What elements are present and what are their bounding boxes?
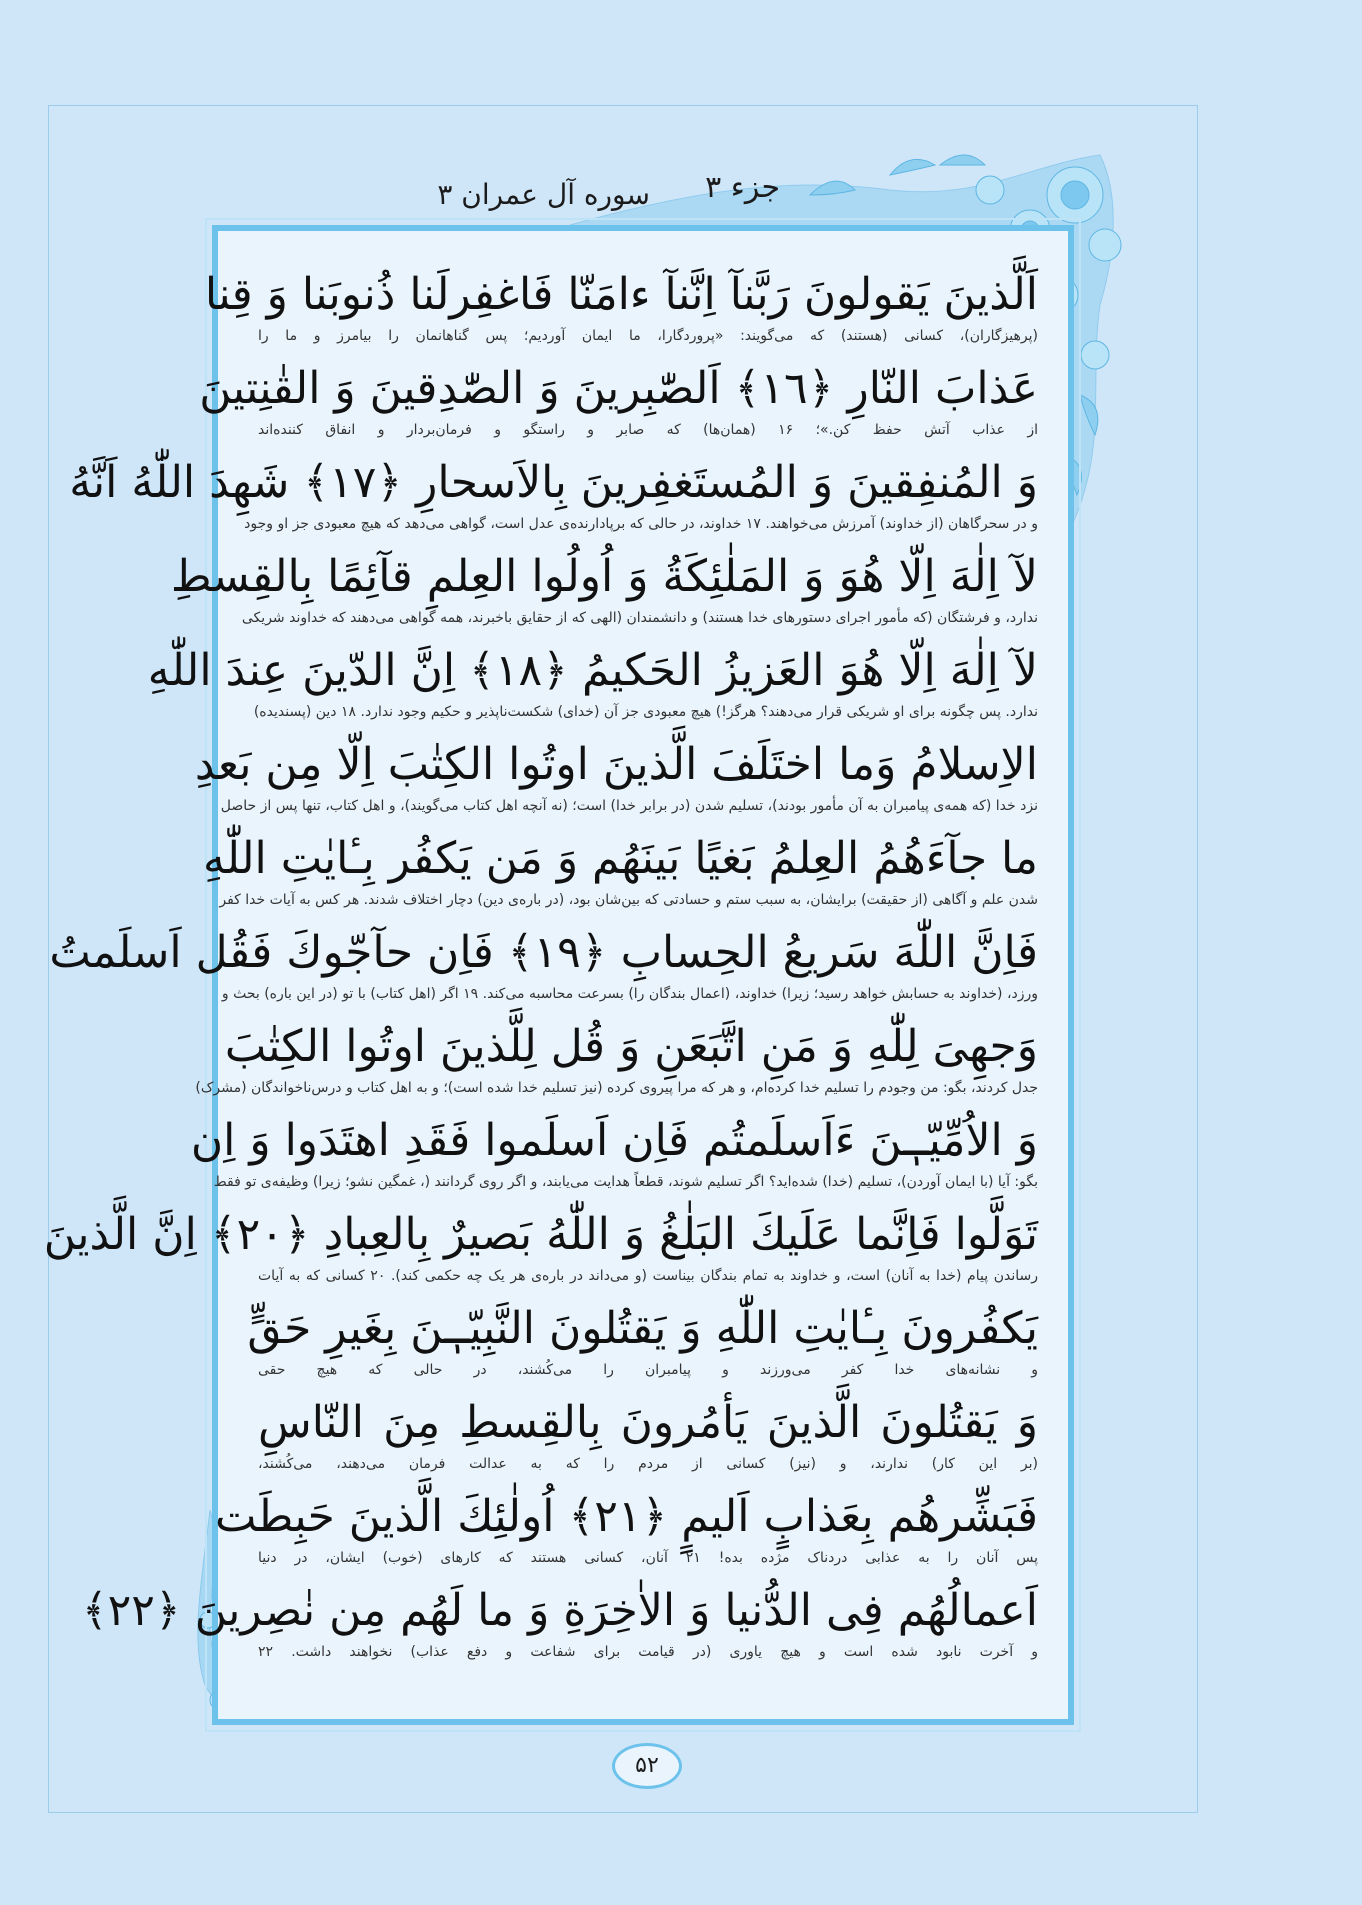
translation-text: پس آنان را به عذابی دردناک مژده بده! ۲۱ آنان، کسانی هستند که کارهای (خوب) ایشان، در دنیا xyxy=(258,1550,1038,1566)
arabic-text: وَ المُنفِقينَ وَ المُستَغفِرينَ بِالاَسحارِ ﴿١٧﴾ شَهِدَ اللّٰهُ اَنَّهُ xyxy=(69,457,1038,508)
arabic-text: وَ يَقتُلونَ الَّذينَ يَأمُرونَ بِالقِسطِ مِنَ النّاسِ xyxy=(258,1397,1038,1448)
verse-line xyxy=(202,829,1038,923)
arabic-text: ما جآءَهُمُ العِلمُ بَغيًا بَينَهُم وَ مَن يَكفُر بِـٔايٰتِ اللّٰهِ xyxy=(202,833,1038,884)
translation-text: نزد خدا (که همه‌ی پیامبران به آن مأمور بودند)، تسلیم شدن (در برابر خدا) است؛ (نه آنچه اهل کتاب می‌گویند)، و اهل کتاب، تنها پس از حاصل xyxy=(220,798,1038,814)
translation-text: رساندن پیام (خدا به آنان) است، و خداوند به تمام بندگان بیناست (و می‌داند در باره‌ی هر یک چه حکمی کند). ۲۰ کسانی که به آیات xyxy=(258,1268,1038,1284)
juz-label: جزء ۳ xyxy=(705,170,780,205)
translation-text: (پرهیزگاران)، کسانی (هستند) که می‌گویند: «پروردگارا، ما ایمان آوردیم؛ پس گناهانمان را بیامرز و ما را xyxy=(258,328,1038,344)
verse-line xyxy=(199,359,1039,453)
arabic-text: اَلَّذينَ يَقولونَ رَبَّنآ اِنَّنآ ءامَنّا فَاغفِرلَنا ذُنوبَنا وَ قِنا xyxy=(204,269,1038,320)
surah-label: سوره آل عمران ۳ xyxy=(437,178,650,211)
arabic-text: الاِسلامُ وَما اختَلَفَ الَّذينَ اوتُوا الكِتٰبَ اِلّا مِن بَعدِ xyxy=(194,739,1038,790)
verse-line xyxy=(147,641,1038,735)
arabic-text: عَذابَ النّارِ ﴿١٦﴾ اَلصّٰبِرينَ وَ الصّٰدِقينَ وَ القٰنِتينَ xyxy=(199,363,1038,414)
translation-text: جدل کردند، بگو: من وجودم را تسلیم خدا کرده‌ام، و هر که مرا پیروی کرده (نیز تسلیم خدا شده است)؛ و به اهل کتاب و درس‌ناخواندگان (مشرک) xyxy=(195,1080,1038,1096)
arabic-text: وَ الاُمِّيّـٖنَ ءَاَسلَمتُم فَاِن اَسلَموا فَقَدِ اهتَدَوا وَ اِن xyxy=(190,1115,1038,1166)
translation-text: و در سحرگاهان (از خداوند) آمرزش می‌خواهند. ۱۷ خداوند، در حالی که برپادارنده‌ی عدل است، گواهی می‌دهد که هیچ معبودی جز او وجود xyxy=(244,516,1038,532)
verse-line xyxy=(195,1017,1038,1111)
verse-line xyxy=(190,1111,1038,1205)
translation-text: و نشانه‌های خدا کفر می‌ورزند و پیامبران را می‌کُشند، در حالی که هیچ حقی xyxy=(258,1362,1038,1378)
verse-line xyxy=(215,1487,1038,1581)
arabic-text: فَاِنَّ اللّٰهَ سَريعُ الحِسابِ ﴿١٩﴾ فَاِن حآجّوكَ فَقُل اَسلَمتُ xyxy=(49,927,1038,978)
arabic-text: اَعمالُهُم فِى الدُّنيا وَ الاٰخِرَةِ وَ ما لَهُم مِن نٰصِرينَ ﴿٢٢﴾ xyxy=(81,1585,1038,1636)
arabic-text: وَجهِىَ لِلّٰهِ وَ مَنِ اتَّبَعَنِ وَ قُل لِلَّذينَ اوتُوا الكِتٰبَ xyxy=(224,1021,1038,1072)
arabic-text: يَكفُرونَ بِـٔايٰتِ اللّٰهِ وَ يَقتُلونَ النَّبِيّـٖنَ بِغَيرِ حَقٍّ xyxy=(247,1303,1038,1354)
verse-line xyxy=(204,265,1038,359)
translation-text: ورزد، (خداوند به حسابش خواهد رسید؛ زیرا) خداوند، (اعمال بندگان را) بسرعت محاسبه می‌کند. ۱۹ اگر (اهل کتاب) با تو (در این باره) بحث و xyxy=(221,986,1038,1002)
arabic-text: فَبَشِّرهُم بِعَذابٍ اَليمٍ ﴿٢١﴾ اُولٰئِكَ الَّذينَ حَبِطَت xyxy=(215,1491,1038,1542)
verse-line xyxy=(81,1581,1038,1675)
page-header xyxy=(300,160,820,220)
verse-list xyxy=(43,265,1039,1675)
verse-line xyxy=(49,923,1038,1017)
translation-text: بگو: آیا (با ایمان آوردن)، تسلیم (خدا) شده‌اید؟ اگر تسلیم شوند، قطعاً هدایت می‌یابند، و اگر روی گردانند (، غمگین نشو؛ زیرا) وظیفه‌ی تو فقط xyxy=(213,1174,1038,1190)
arabic-text: لآ اِلٰهَ اِلّا هُوَ وَ المَلٰئِكَةُ وَ اُولُوا العِلمِ قآئِمًا بِالقِسطِ xyxy=(170,551,1038,602)
arabic-text: تَوَلَّوا فَاِنَّما عَلَيكَ البَلٰغُ وَ اللّٰهُ بَصيرٌ بِالعِبادِ ﴿٢٠﴾ اِنَّ الَّذينَ xyxy=(43,1209,1038,1260)
translation-text: و آخرت نابود شده است و هیچ یاوری (در قیامت برای شفاعت و دفع عذاب) نخواهند داشت. ۲۲ xyxy=(258,1644,1038,1660)
verse-line xyxy=(194,735,1038,829)
translation-text: ندارد. پس چگونه برای او شریکی قرار می‌دهند؟ هرگز!) هیچ معبودی جز آن (خدای) شکست‌ناپذیر و حکیم وجود ندارد. ۱۸ دین (پسندیده) xyxy=(253,704,1038,720)
verse-line xyxy=(43,1205,1038,1299)
page-number: ۵۲ xyxy=(612,1743,682,1789)
translation-text: از عذاب آتش حفظ کن.»؛ ۱۶ (همان‌ها) که صابر و راستگو و فرمان‌بردار و انفاق کننده‌اند xyxy=(258,422,1039,438)
verse-line xyxy=(69,453,1038,547)
verse-line xyxy=(258,1393,1038,1487)
translation-text: شدن علم و آگاهی (از حقیقت) برایشان، به سبب ستم و حسادتی که بین‌شان بود، (در باره‌ی دین) دچار اختلاف شدند. هر کس به آیات خدا کفر xyxy=(219,892,1038,908)
translation-text: ندارد، و فرشتگان (که مأمور اجرای دستورهای خدا هستند) و دانشمندان (الهی که از حقایق باخبرند، همه گواهی می‌دهند که خداوند شریکی xyxy=(241,610,1038,626)
verse-line xyxy=(247,1299,1038,1393)
translation-text: (بر این کار) ندارند، و (نیز) کسانی از مردم را که به عدالت فرمان می‌دهند، می‌کُشند، xyxy=(258,1456,1038,1472)
verse-line xyxy=(170,547,1038,641)
arabic-text: لآ اِلٰهَ اِلّا هُوَ العَزيزُ الحَكيمُ ﴿١٨﴾ اِنَّ الدّينَ عِندَ اللّٰهِ xyxy=(147,645,1038,696)
